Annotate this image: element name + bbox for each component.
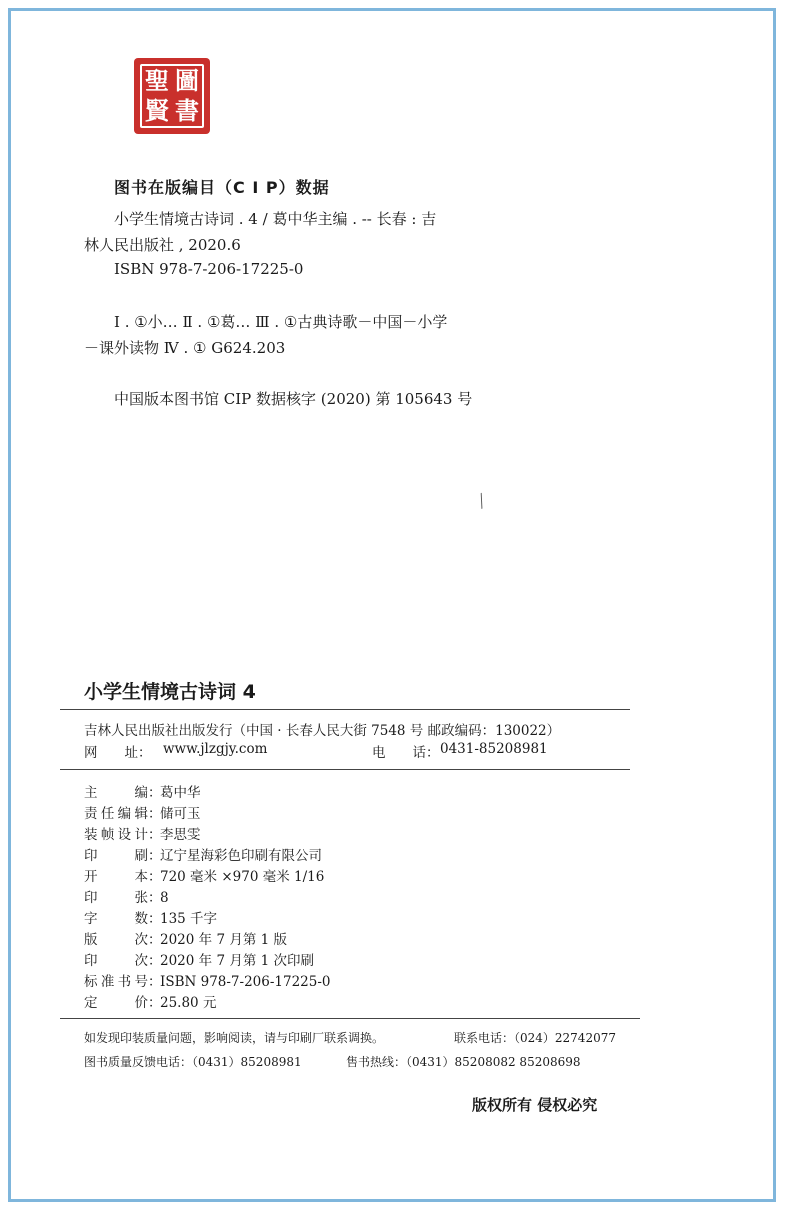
detail-printing: 印次：2020 年 7 月第 1 次印刷: [84, 949, 314, 969]
seal-char: 賢: [145, 96, 169, 125]
website-value: www.jlzgjy.com: [163, 741, 268, 757]
detail-value: ISBN 978-7-206-17225-0: [160, 974, 331, 990]
detail-value: 李思雯: [160, 827, 201, 843]
cip-isbn: ISBN 978-7-206-17225-0: [114, 260, 304, 278]
seal-char: 聖: [145, 66, 169, 95]
website-label: 网 址：: [84, 745, 152, 761]
detail-printer: 印刷：辽宁星海彩色印刷有限公司: [84, 844, 322, 864]
detail-label: 印次: [84, 953, 148, 969]
feedback-phone: 图书质量反馈电话：（0431）85208981: [84, 1055, 302, 1069]
detail-sheets: 印张：8: [84, 886, 169, 906]
detail-label: 字数: [84, 911, 148, 927]
divider: [60, 709, 630, 710]
cip-record-number: 中国版本图书馆 CIP 数据核字 (2020) 第 105643 号: [114, 390, 473, 408]
detail-value: 辽宁星海彩色印刷有限公司: [160, 848, 322, 864]
detail-label: 开本: [84, 869, 148, 885]
detail-label: 装帧设计: [84, 827, 148, 843]
detail-value: 25.80 元: [160, 995, 217, 1011]
detail-label: 主编: [84, 785, 148, 801]
pen-mark: ╱: [474, 493, 489, 509]
cip-classification-2: －课外读物 Ⅳ . ① G624.203: [84, 339, 286, 357]
detail-label: 责任编辑: [84, 806, 148, 822]
detail-label: 印刷: [84, 848, 148, 864]
sales-hotline: 售书热线：（0431）85208082 85208698: [346, 1055, 581, 1069]
detail-edition: 版次：2020 年 7 月第 1 版: [84, 928, 287, 948]
detail-label: 定价: [84, 995, 148, 1011]
phone-value: 0431-85208981: [440, 741, 548, 757]
detail-value: 葛中华: [160, 785, 201, 801]
detail-value: 135 千字: [160, 911, 218, 927]
quality-notice: 如发现印装质量问题，影响阅读，请与印刷厂联系调换。: [84, 1031, 385, 1045]
copyright-notice: 版权所有 侵权必究: [472, 1096, 598, 1114]
publisher-seal: [134, 58, 210, 134]
detail-word-count: 字数：135 千字: [84, 907, 217, 927]
detail-design: 装帧设计：李思雯: [84, 823, 201, 843]
cip-line-2: 林人民出版社 , 2020.6: [84, 236, 241, 254]
detail-value: 储可玉: [160, 806, 201, 822]
detail-value: 2020 年 7 月第 1 次印刷: [160, 953, 314, 969]
detail-value: 720 毫米 ×970 毫米 1/16: [160, 869, 325, 885]
detail-price: 定价：25.80 元: [84, 991, 216, 1011]
detail-responsible-editor: 责任编辑：储可玉: [84, 802, 201, 822]
seal-char: 圖: [175, 66, 199, 95]
contact-phone: 联系电话：（024）22742077: [454, 1031, 616, 1045]
detail-label: 印张: [84, 890, 148, 906]
seal-char: 書: [175, 96, 199, 125]
phone-label: 电 话：: [372, 745, 440, 761]
divider: [60, 769, 630, 770]
detail-value: 2020 年 7 月第 1 版: [160, 932, 287, 948]
book-title: 小学生情境古诗词 4: [84, 681, 256, 703]
cip-line-1: 小学生情境古诗词 . 4 / 葛中华主编 . -- 长春 : 吉: [114, 210, 437, 228]
detail-label: 版次: [84, 932, 148, 948]
divider: [60, 1018, 640, 1019]
cip-title: 图书在版编目（C I P）数据: [114, 178, 330, 197]
cip-classification-1: Ⅰ . ①小… Ⅱ . ①葛… Ⅲ . ①古典诗歌－中国－小学: [114, 313, 448, 331]
detail-label: 标准书号: [84, 974, 148, 990]
detail-format: 开本：720 毫米 ×970 毫米 1/16: [84, 865, 324, 885]
detail-value: 8: [160, 890, 169, 906]
publisher-line: 吉林人民出版社出版发行（中国 · 长春人民大街 7548 号 邮政编码：130022）: [84, 723, 561, 739]
detail-editor: 主编：葛中华: [84, 781, 201, 801]
detail-isbn: 标准书号：ISBN 978-7-206-17225-0: [84, 970, 331, 990]
